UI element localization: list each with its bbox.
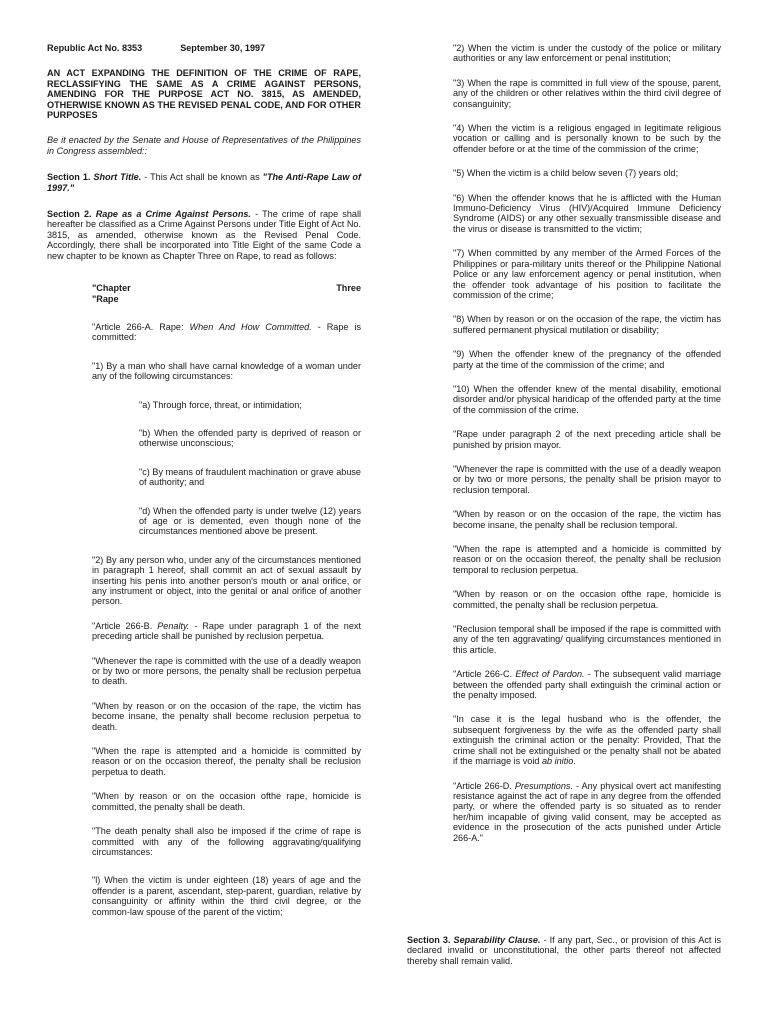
section-3: [407, 935, 721, 966]
section-1-heading: Short Title.: [93, 172, 142, 183]
section-1: [47, 172, 361, 193]
circumstance-4: "4) When the victim is a religious engaged in legitimate religious vocation or calling and is personally known to be such by the offender before or at the time of the commission of the crime;: [453, 123, 721, 154]
penalty-paragraph: "The death penalty shall also be imposed if the crime of rape is committed with any of the following aggravating/qualifying circumstances:: [92, 826, 361, 857]
penalty-paragraph: "When by reason or on the occasion of the rape, the victim has become insane, the penalty shall be reclusion temporal.: [453, 509, 721, 530]
section-2: [47, 209, 361, 261]
penalty-paragraph: "When the rape is attempted and a homicide is committed by reason or on the occasion thereof, the penalty shall be reclusion perpetua to death.: [92, 746, 361, 777]
item-a: "a) Through force, threat, or intimidation;: [139, 399, 302, 410]
section-1-quote: "The Anti-Rape Law of 1997.": [47, 172, 361, 193]
circumstance-3: "3) When the rape is committed in full view of the spouse, parent, any of the children or other relatives within the third civil degree of consanguinity;: [453, 77, 721, 109]
circumstance-2: "2) When the victim is under the custody of the police or military authorities or any law enforcement or penal institution;: [453, 43, 721, 64]
penalty-paragraph: "When the rape is attempted and a homicide is committed by reason or on the occasion thereof, the penalty shall be reclusion temporal to reclusion perpetua.: [453, 544, 721, 575]
circumstance-9: "9) When the offender knew of the pregnancy of the offended party at the time of the commission of the crime; and: [453, 349, 721, 370]
article-266c: "Article 266-C. Effect of Pardon. - The subsequent valid marriage between the offended party shall extinguish the criminal action or the penalty imposed.: [453, 669, 722, 701]
right-column: [453, 43, 721, 843]
item-d: "d) When the offended party is under twelve (12) years of age or is demented, even though none of the circumstances mentioned above be present.: [139, 505, 361, 537]
circumstance-1: "l) When the victim is under eighteen (18) years of age and the offender is a parent, ascendant, step-parent, guardian, relative by consanguinity or affinity within the third civil degree, or the common-law spouse of the parent of the victim;: [92, 875, 361, 917]
penalty-paragraph: "Reclusion temporal shall be imposed if the rape is committed with any of the ten aggravating/ qualifying circumstances mentioned in this article.: [453, 624, 721, 655]
section-3-heading: Separability Clause.: [453, 935, 541, 945]
circumstance-10: "10) When the offender knew of the mental disability, emotional disorder and/or physical handicap of the offended party at the time of the commission of the crime.: [453, 383, 721, 415]
section-2-text: - The crime of rape shall hereafter be classified as a Crime Against Persons under Title Eight of Act No. 3815, as amended, otherwise known as the Revised Penal Code. Accordingly, there shall be incorporated into Title Eight of the same Code a new chapter to be known as Chapter Three on Rape, to read as follows:: [47, 209, 361, 261]
chapter-label: "Chapter: [92, 283, 131, 294]
penalty-paragraph: "When by reason or on the occasion ofthe rape, homicide is committed, the penalty shall be reclusion perpetua.: [453, 589, 721, 610]
paragraph-2: "2) By any person who, under any of the circumstances mentioned in paragraph 1 hereof, shall commit an act of sexual assault by inserting his penis into another person's mouth or anal orifice, or any instrument or object, into the genital or anal orifice of another person.: [92, 554, 361, 607]
penalty-paragraph: "Whenever the rape is committed with the use of a deadly weapon or by two or more persons, the penalty shall be prision mayor to reclusion temporal.: [453, 463, 721, 495]
circumstance-5: "5) When the victim is a child below seven (7) years old;: [453, 168, 679, 179]
act-number: Republic Act No. 8353: [47, 43, 143, 53]
document-header: [47, 43, 361, 53]
section-1-text: - This Act shall be known as: [141, 172, 263, 183]
act-title: AN ACT EXPANDING THE DEFINITION OF THE CRIME OF RAPE, RECLASSIFYING THE SAME AS A CRIME AGAINST PERSONS, AMENDING FOR THE PURPOSE ACT NO. 3815, AS AMENDED, OTHERWISE KNOWN AS THE REVISED PENAL CODE, AND FOR OTHER PURPOSES: [47, 68, 361, 121]
item-b: "b) When the offended party is deprived of reason or otherwise unconscious;: [139, 427, 361, 449]
circumstance-8: "8) When by reason or on the occasion of the rape, the victim has suffered permanent physical mutilation or disability;: [453, 314, 721, 335]
section-2-heading: Rape as a Crime Against Persons.: [95, 209, 251, 220]
penalty-paragraph: "Whenever the rape is committed with the use of a deadly weapon or by two or more persons, the penalty shall be reclusion perpetua to death.: [92, 655, 361, 687]
article-266a: "Article 266-A. Rape: When And How Committed. - Rape is committed:: [92, 321, 361, 343]
chapter-number: Three: [336, 283, 361, 294]
enacting-clause: Be it enacted by the Senate and House of Representatives of the Philippines in Congress assembled::: [47, 135, 361, 156]
left-column: [47, 43, 361, 917]
section-3-text: - If any part, Sec., or provision of this Act is declared invalid or unconstitutional, the other parts thereof not affected thereby shall remain valid.: [407, 935, 722, 966]
article-266a-heading: When And How Committed.: [189, 321, 312, 332]
circumstance-7: "7) When committed by any member of the Armed Forces of the Philippines or para-military units thereof or the Philippine National Police or any law enforcement agency or penal institution, when the offender took advantage of his position to facilitate the commission of the crime;: [453, 248, 721, 300]
paragraph-1: "1) By a man who shall have carnal knowledge of a woman under any of the following circumstances:: [92, 360, 361, 382]
section-3-label: Section 3.: [407, 935, 451, 945]
section-2-label: Section 2.: [47, 209, 92, 220]
article-266d: "Article 266-D. Presumptions. - Any physical overt act manifesting resistance against the act of rape in any degree from the offended party, or where the offended party is so situated as to render her/him incapable of giving valid consent, may be accepted as evidence in the prosecution of the acts punished under Article 266-A.": [453, 780, 722, 843]
chapter-heading: [92, 283, 361, 304]
penalty-paragraph: "Rape under paragraph 2 of the next preceding article shall be punished by prision mayor.: [453, 429, 721, 450]
husband-paragraph: "In case it is the legal husband who is the offender, the subsequent forgiveness by the wife as the offended party shall extinguish the criminal action or the penalty: Provided, That the crime shall not be extinguished or the penalty shall not be abated if the marriage is void ab initio.: [453, 714, 721, 767]
article-266c-heading: Effect of Pardon.: [515, 669, 585, 680]
item-c: "c) By means of fraudulent machination or grave abuse of authority; and: [139, 466, 361, 488]
penalty-paragraph: "When by reason or on the occasion ofthe rape, homicide is committed, the penalty shall be death.: [92, 791, 361, 812]
article-266b-heading: Penalty.: [157, 620, 190, 631]
article-266b: "Article 266-B. Penalty. - Rape under paragraph 1 of the next preceding article shall be punished by reclusion perpetua.: [92, 620, 361, 642]
section-1-label: Section 1.: [47, 172, 91, 183]
act-date: September 30, 1997: [180, 43, 266, 53]
circumstance-6: "6) When the offender knows that he is afflicted with the Human Immuno-Deficiency Virus (HIV)/Acquired Immune Deficiency Syndrome (AIDS) or any other sexually transmissible disease and the virus or disease is transmitted to the victim;: [453, 192, 721, 234]
penalty-paragraph: "When by reason or on the occasion of the rape, the victim has become insane, the penalty shall become reclusion perpetua to death.: [92, 700, 361, 732]
article-266d-heading: Presumptions.: [514, 780, 573, 791]
chapter-title: "Rape: [92, 293, 119, 304]
